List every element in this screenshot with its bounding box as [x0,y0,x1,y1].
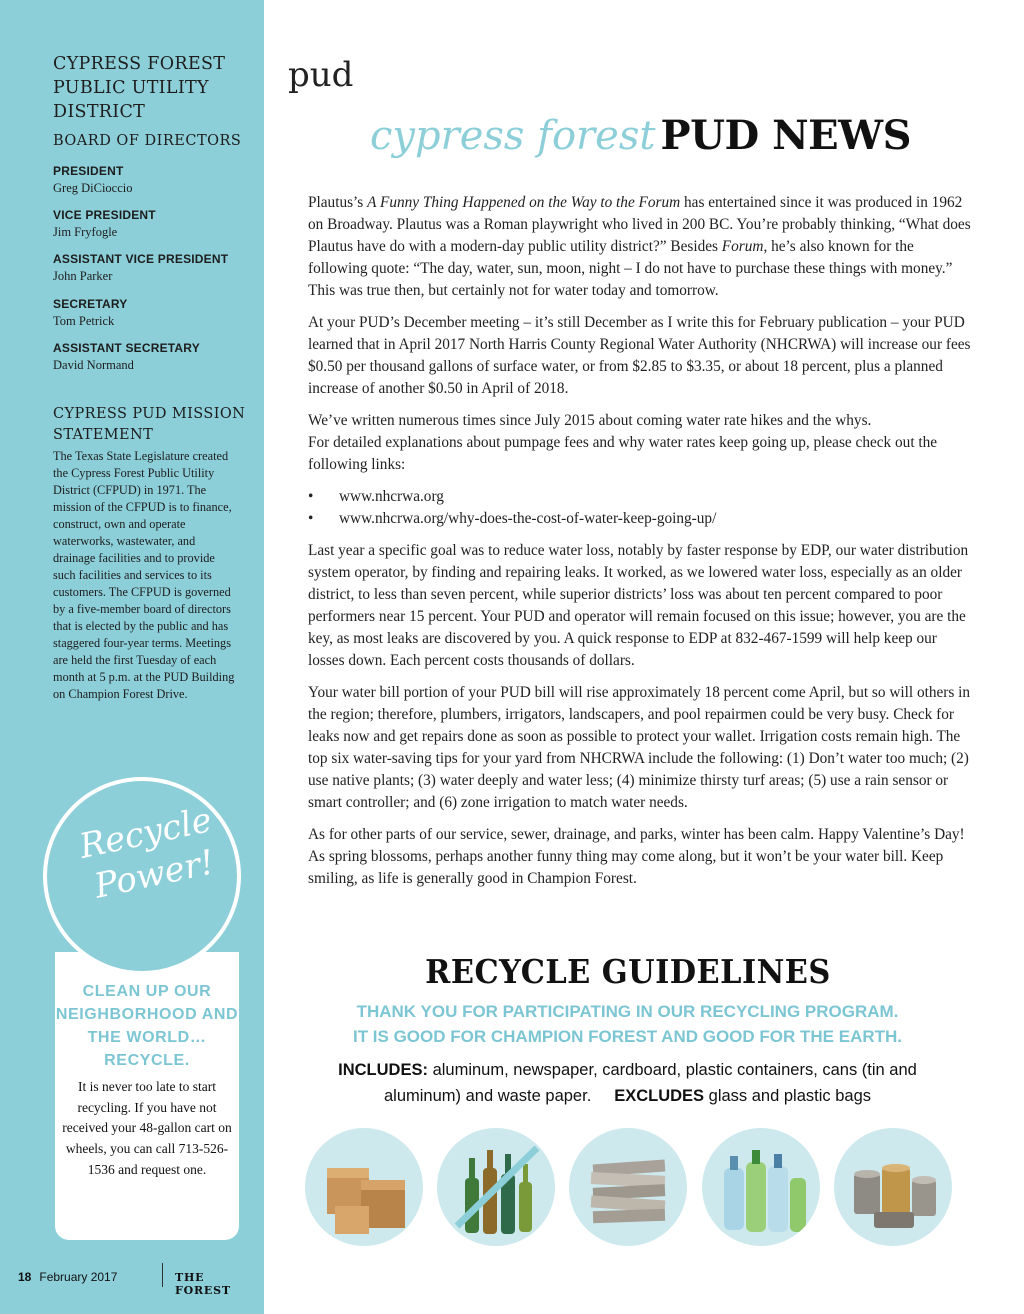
includes-label: INCLUDES: [338,1061,428,1079]
board-heading: BOARD OF DIRECTORS [53,133,242,149]
subheading-line: IT IS GOOD FOR CHAMPION FOREST AND GOOD FOR THE EARTH. [352,1027,903,1046]
play-title: A Funny Thing Happened on the Way to the Forum [367,194,681,211]
newspaper-stack-icon [569,1128,687,1246]
text-run: , he’s also known for the following quote: “The day, water, sun, moon, night – I do not have to purchase these things with money.” This was true then, but certainly not for water today and tomorrow. [308,238,953,299]
cardboard-boxes-icon [305,1128,423,1246]
tin-cans-icon [834,1128,952,1246]
director-name: John Parker [53,269,113,283]
play-short-title: Forum [721,238,764,255]
director-name: Tom Petrick [53,314,115,328]
director-name: Greg DiCioccio [53,181,133,195]
sidebar [0,0,264,1314]
director-name: Jim Fryfogle [53,225,118,239]
text-run: For detailed explanations about pumpage fees and why water rates keep going up, please check out the following links: [308,434,938,473]
paragraph [308,410,976,476]
excludes-text: glass and plastic bags [704,1087,871,1105]
footer-page [18,1270,117,1284]
subheading-line: THANK YOU FOR PARTICIPATING IN OUR RECYCLING PROGRAM. [356,1002,899,1021]
org-title: CYPRESS FOREST PUBLIC UTILITY DISTRICT [53,54,226,122]
recycle-body: It is never too late to start recycling. If you have not received your 48-gallon cart on wheels, you can call 713-526-1536 and request one. [62,1079,232,1177]
page-title [370,112,911,159]
text-run: Plautus’s [308,194,368,211]
includes-text: aluminum, newspaper, cardboard, plastic containers, cans (tin and aluminum) and waste paper. [384,1061,917,1105]
text-run: has entertained since it was produced in 1962 on Broadway. Plautus was a Roman playwright who lived in 200 BC. You’re probably thinking, “What does Plautus have do with a modern-day public utility district?” Besides [308,194,971,255]
director-role: PRESIDENT [53,164,124,178]
mission-text: The Texas State Legislature created the Cypress Forest Public Utility District (CFPUD) in 1971. The mission of the CFPUD is to finance, construct, own and operate waterworks, wastewater, and drainage facilities and to provide such facilities and services to its customers. The CFPUD is governed by a five-member board of directors that is elected by the public and has staggered four-year terms. Meetings are held the first Tuesday of each month at 5 p.m. at the PUD Building on Champion Forest Drive. [53,449,235,701]
plastic-bottles-icon [702,1128,820,1246]
paragraph: At your PUD’s December meeting – it’s still December as I write this for February publication – your PUD learned that in April 2017 North Harris County Regional Water Authority (NHCRWA) will increase our fees $0.50 per thousand gallons of surface water, or from $2.85 to $3.35, or about 18 percent, plus a planned increase of another $0.50 in April of 2018. [308,314,971,397]
title-bold: PUD NEWS [660,112,911,159]
link-item[interactable]: • www.nhcrwa.org/why-does-the-cost-of-water-keep-going-up/ [308,508,976,530]
paragraph [308,192,976,302]
article-body [308,192,976,900]
glass-bottles-excluded-icon [437,1128,555,1246]
recycle-heading: CLEAN UP OUR NEIGHBORHOOD AND THE WORLD… RECYCLE. [55,983,239,1069]
paragraph: Last year a specific goal was to reduce water loss, notably by faster response by EDP, our water distribution system operator, by finding and repairing leaks. It worked, as we lowered water loss, especially as an older district, to less than seven percent, while superior districts’ loss was about ten percent compared to poor performers near 15 percent. Your PUD and operator will remain focused on this issue; however, you are the key, as most leaks are discovered by you. A quick response to EDP at 832-467-1599 will help keep our losses down. Each percent costs thousands of dollars. [308,542,969,669]
footer-divider [162,1263,163,1287]
section-label: pud [288,55,354,95]
recycle-guidelines-title: RECYCLE GUIDELINES [425,952,831,991]
issue-date: February 2017 [39,1270,118,1284]
director-role: SECRETARY [53,297,128,311]
recycle-subheading [300,999,955,1049]
paragraph: As for other parts of our service, sewer, drainage, and parks, winter has been calm. Happy Valentine’s Day! As spring blossoms, perhaps another funny thing may come along, but it won’t be your water bill. Keep smiling, as life is generally good in Champion Forest. [308,826,965,887]
text-run: We’ve written numerous times since July 2015 about coming water rate hikes and the whys. [308,412,872,429]
mission-heading: CYPRESS PUD MISSION STATEMENT [53,406,246,443]
page-number: 18 [18,1270,32,1284]
director-role: VICE PRESIDENT [53,208,156,222]
paragraph: Your water bill portion of your PUD bill will rise approximately 18 percent come April, but so will others in the region; therefore, plumbers, irrigators, landscapers, and pool repairmen could be very busy. Check for leaks now and get repairs done as soon as possible to protect your wallet. Irrigation costs remain high. The top six water-saving tips for your yard from NHCRWA include the following: (1) Don’t water too much; (2) use native plants; (3) water deeply and water less; (4) minimize thirsty turf areas; (5) use a rain sensor or smart controller; and (6) zone irrigation to match water needs. [308,684,971,811]
publication-name: THE FOREST [175,1271,231,1297]
director-name: David Normand [53,358,134,372]
excludes-label: EXCLUDES [614,1087,705,1105]
director-role: ASSISTANT VICE PRESIDENT [53,252,229,266]
title-italic: cypress forest [370,113,656,159]
director-role: ASSISTANT SECRETARY [53,341,200,355]
link-list [308,486,976,530]
recycle-badge-text: Recycle Power! [75,799,218,907]
link-item[interactable]: • www.nhcrwa.org [308,486,976,508]
includes-excludes [300,1057,955,1109]
